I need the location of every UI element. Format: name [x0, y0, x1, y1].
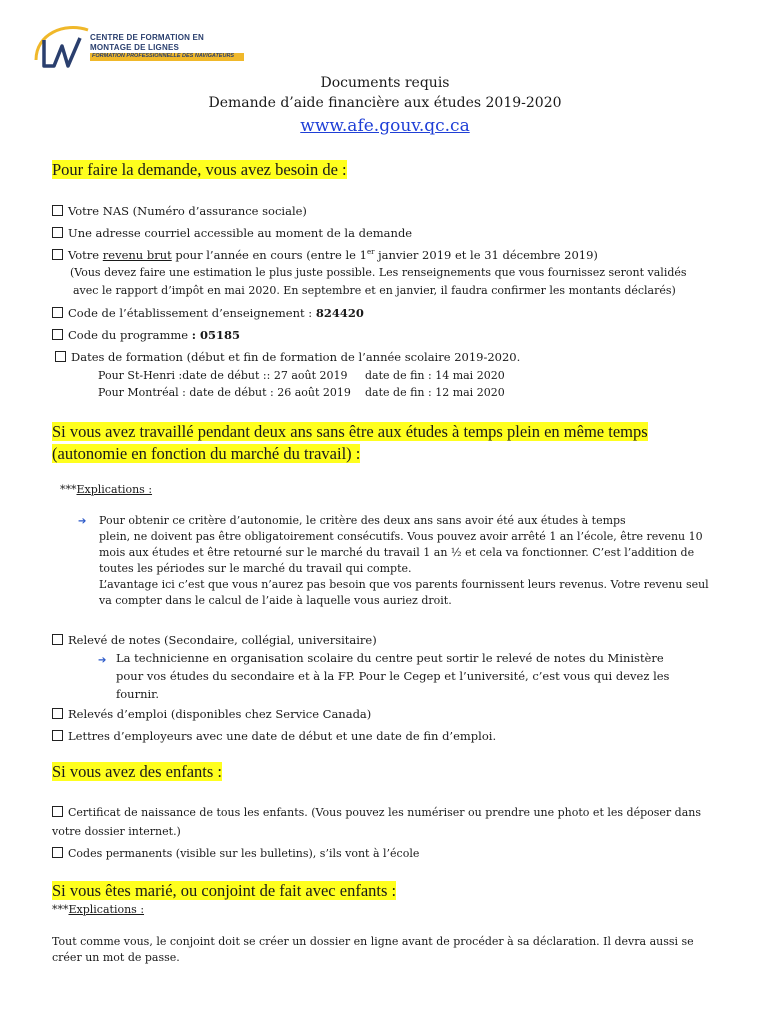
section-2-heading-line-2: (autonomie en fonction du marché du travail) : — [52, 444, 361, 463]
afe-link[interactable]: www.afe.gouv.qc.ca — [300, 116, 470, 136]
checkbox[interactable] — [52, 205, 63, 216]
notes-sub-1: La technicienne en organisation scolaire du centre peut sortir le relevé de notes du Ministère — [116, 651, 664, 665]
explications-label: ***Explications : — [60, 483, 153, 496]
check-dates: Dates de formation (début et fin de formation de l’année scolaire 2019-2020. — [55, 350, 520, 364]
arrow-icon: ➔ — [78, 516, 87, 527]
checkbox[interactable] — [52, 329, 63, 340]
explanation-line-6: va compter dans le calcul de l’aide à laquelle vous auriez droit. — [99, 594, 452, 607]
doc-title: Documents requis — [320, 75, 450, 91]
check-nas: Votre NAS (Numéro d’assurance sociale) — [52, 204, 307, 218]
logo-text — [90, 33, 204, 52]
income-note-2: avec le rapport d’impôt en mai 2020. En septembre et en janvier, il faudra confirmer les montants déclarés) — [73, 284, 676, 297]
check-emploi: Relevés d’emploi (disponibles chez Service Canada) — [52, 707, 371, 721]
check-income: Votre revenu brut pour l’année en cours (entre le 1er janvier 2019 et le 31 décembre 2019) — [52, 248, 598, 262]
explanation-line-3: mois aux études et être retourné sur le marché du travail 1 an ½ et cela va fonctionner. C’est l’addition de — [99, 546, 695, 559]
logo-line-3: FORMATION PROFESSIONNELLE DES NAVIGATEURS — [92, 53, 235, 59]
explanation-line-4: toutes les périodes sur le marché du travail qui compte. — [99, 562, 412, 575]
arrow-icon: ➔ — [98, 655, 107, 666]
notes-sub-3: fournir. — [116, 687, 160, 701]
check-email: Une adresse courriel accessible au moment de la demande — [52, 226, 412, 240]
checkbox[interactable] — [52, 249, 63, 260]
checkbox[interactable] — [52, 730, 63, 741]
montreal-start: Pour Montréal : date de début : 26 août 2019 — [98, 386, 351, 399]
montreal-end: date de fin : 12 mai 2020 — [365, 386, 505, 399]
checkbox[interactable] — [52, 708, 63, 719]
check-establishment: Code de l’établissement d’enseignement : 824420 — [52, 306, 364, 320]
doc-subtitle: Demande d’aide financière aux études 2019-2020 — [208, 95, 562, 111]
sthenri-start: Pour St-Henri :date de début :: 27 août 2019 — [98, 369, 348, 382]
notes-sub-2: pour vos études du secondaire et à la FP. Pour le Cegep et l’université, c’est vous qui devez les — [116, 669, 670, 683]
conjoint-line-1: Tout comme vous, le conjoint doit se créer un dossier en ligne avant de procéder à sa déclaration. Il devra aussi se — [52, 935, 694, 948]
logo-line-2: MONTAGE DE LIGNES — [90, 43, 180, 52]
explications-label-2: ***Explications : — [52, 903, 145, 916]
checkbox[interactable] — [52, 847, 63, 858]
checkbox[interactable] — [52, 307, 63, 318]
check-program: Code du programme : 05185 — [52, 328, 240, 342]
check-certificat: Certificat de naissance de tous les enfants. (Vous pouvez les numériser ou prendre une photo et les déposer dans — [52, 806, 701, 819]
conjoint-line-2: créer un mot de passe. — [52, 951, 180, 964]
explanation-line-1: Pour obtenir ce critère d’autonomie, le critère des deux ans sans avoir été aux études à temps — [99, 514, 626, 527]
income-note-1: (Vous devez faire une estimation le plus juste possible. Les renseignements que vous fournissez seront validés — [70, 266, 687, 279]
checkbox[interactable] — [55, 351, 66, 362]
section-3-heading: Si vous avez des enfants : — [52, 762, 223, 781]
logo-line-1: CENTRE DE FORMATION EN — [90, 33, 205, 42]
checkbox[interactable] — [52, 227, 63, 238]
check-codes: Codes permanents (visible sur les bulletins), s’ils vont à l’école — [52, 847, 419, 860]
section-2-heading-line-1: Si vous avez travaillé pendant deux ans sans être aux études à temps plein en même temps — [52, 422, 648, 441]
check-lettres: Lettres d’employeurs avec une date de début et une date de fin d’emploi. — [52, 729, 496, 743]
explanation-line-2: plein, ne doivent pas être obligatoirement consécutifs. Vous pouvez avoir arrêté 1 an l’école, être revenu 10 — [99, 530, 703, 543]
section-4-heading: Si vous êtes marié, ou conjoint de fait avec enfants : — [52, 881, 397, 900]
checkbox[interactable] — [52, 634, 63, 645]
check-notes: Relevé de notes (Secondaire, collégial, universitaire) — [52, 633, 377, 647]
checkbox[interactable] — [52, 806, 63, 817]
explanation-line-5: L’avantage ici c’est que vous n’aurez pas besoin que vos parents fournissent leurs revenus. Votre revenu seul — [99, 578, 709, 591]
section-1-heading: Pour faire la demande, vous avez besoin de : — [52, 160, 347, 179]
sthenri-end: date de fin : 14 mai 2020 — [365, 369, 505, 382]
certificat-line-2: votre dossier internet.) — [52, 825, 181, 838]
